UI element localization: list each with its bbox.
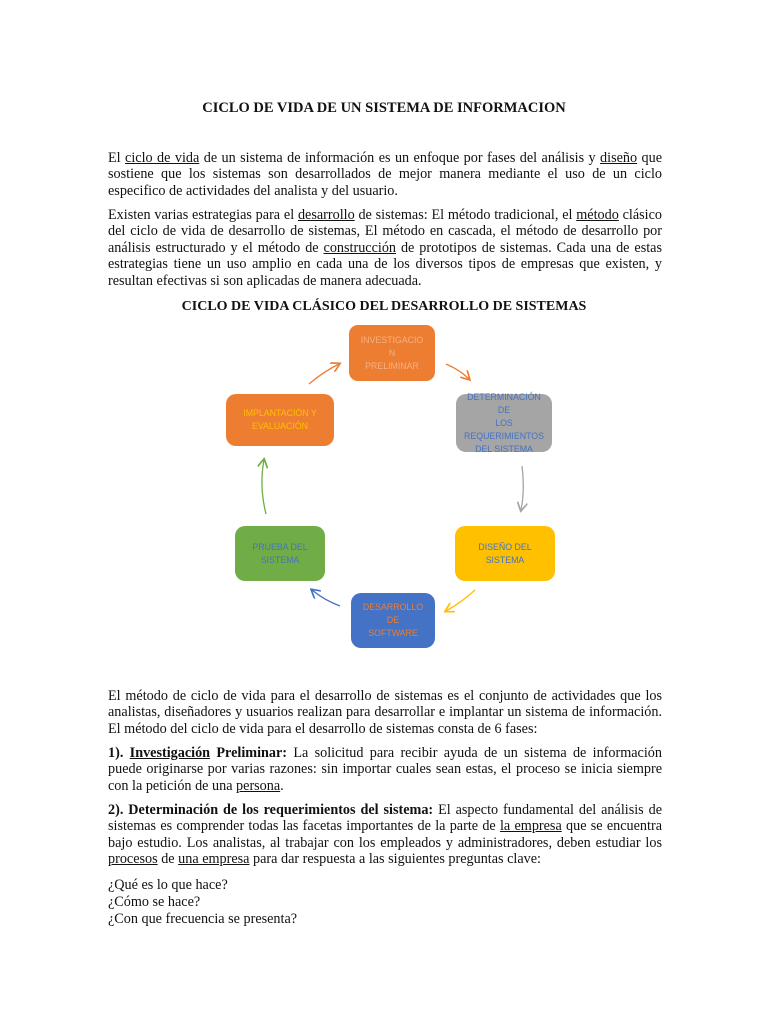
text-run: que sostiene que los sistemas son desarrollados de mejor manera mediante el uso de un ciclo especifico de actividades del analista y del usuario. xyxy=(108,150,663,199)
text-run: que se encuentra bajo estudio. Los analistas, al trabajar con los empleados y administradores, deben estudiar los xyxy=(108,818,662,851)
text-run: para dar respuesta a las siguientes preguntas clave: xyxy=(249,851,541,868)
node-implantacion-evaluacion xyxy=(226,394,334,446)
text-run: de prototipos de sistemas. Cada una de estas estrategias tiene un uso amplio en cada una de los diversos tipos de empresas que existen, y resultan efectivas si son aplicadas de manera adecuada. xyxy=(108,239,662,289)
node-desarrollo-software xyxy=(351,593,435,648)
node-label-line: DISEÑO DEL xyxy=(478,541,532,552)
document-title: CICLO DE VIDA DE UN SISTEMA DE INFORMACION xyxy=(202,100,566,116)
diagram-title: CICLO DE VIDA CLÁSICO DEL DESARROLLO DE SISTEMAS xyxy=(181,299,587,314)
arrow-desarrollo-to-prueba xyxy=(312,590,340,606)
paragraph-phase-2 xyxy=(108,802,662,868)
node-determinacion-requerimientos xyxy=(456,391,552,454)
node-label-line: EVALUACIÓN xyxy=(251,421,309,431)
node-prueba-sistema xyxy=(235,526,325,581)
text-run: Existen varias estrategias para el xyxy=(108,207,298,223)
link-diseno[interactable]: diseño xyxy=(600,150,638,166)
phase-heading: 2). Determinación de los requerimientos del sistema: xyxy=(108,802,434,818)
node-label-line: LOS xyxy=(495,417,513,428)
text-run: de sistemas: El método tradicional, el xyxy=(354,207,577,223)
node-label-line: N xyxy=(388,347,396,358)
text-run: clásico del ciclo de vida de desarrollo de sistemas, El método en cascada, el método de desarrollo por análisis estructurado y el método de xyxy=(108,207,662,256)
question-1: ¿Qué es lo que hace? xyxy=(108,877,228,893)
text-run: de un sistema de información es un enfoque por fases del análisis y xyxy=(199,150,601,166)
node-investigacion-preliminar xyxy=(349,325,435,381)
link-ciclo-de-vida[interactable]: ciclo de vida xyxy=(125,150,200,166)
phase-heading: Preliminar: xyxy=(210,745,288,761)
node-label-line: SOFTWARE xyxy=(368,628,418,638)
text-run: de xyxy=(157,851,179,868)
node-label-line: DESARROLLO xyxy=(362,602,424,612)
link-la-empresa[interactable]: la empresa xyxy=(499,818,562,835)
link-una-empresa[interactable]: una empresa xyxy=(178,851,250,868)
paragraph-intro xyxy=(108,150,662,199)
link-persona[interactable]: persona xyxy=(236,777,281,794)
question-2: ¿Cómo se hace? xyxy=(108,894,201,910)
link-construccion[interactable]: construcción xyxy=(323,239,397,256)
text-run: El xyxy=(108,150,126,166)
node-label-line: DETERMINACIÓN DE xyxy=(467,391,541,415)
text-run: . xyxy=(280,777,284,794)
text-run: La solicitud para recibir ayuda de un sistema de información puede originarse por varias razones: sin importar cuales sean estas, el proceso se inicia siempre con la petición de una xyxy=(108,745,662,794)
link-investigacion[interactable]: Investigación xyxy=(129,745,211,761)
node-label-line: IMPLANTACIÓN Y xyxy=(243,408,317,418)
node-label-line: REQUERIMIENTOS xyxy=(464,430,544,441)
node-label-line: DEL SISTEMA xyxy=(475,443,533,454)
link-desarrollo[interactable]: desarrollo xyxy=(297,207,355,223)
node-label-line: SISTEMA xyxy=(260,554,300,565)
node-diseno-sistema xyxy=(455,526,555,581)
node-label-line: DE xyxy=(386,615,400,625)
arrow-determinacion-to-diseno xyxy=(521,466,523,510)
text-run: El aspecto fundamental del análisis de sistemas es comprender todas las facetas importantes de la parte de xyxy=(108,802,662,835)
question-3: ¿Con que frecuencia se presenta? xyxy=(108,911,298,927)
arrow-implantacion-to-investigacion xyxy=(309,364,339,384)
arrow-diseno-to-desarrollo xyxy=(446,590,475,611)
node-label-line: PRUEBA DEL xyxy=(252,541,308,552)
paragraph-strategies xyxy=(108,207,662,289)
link-procesos[interactable]: procesos xyxy=(108,851,158,868)
paragraph-phase-1 xyxy=(108,745,662,794)
paragraph-method: El método de ciclo de vida para el desarrollo de sistemas es el conjunto de actividades que los analistas, diseñadores y usuarios realizan para desarrollar e implantar un sistema de información. El método del ciclo de vida para el desarrollo de sistemas consta de 6 fases: xyxy=(108,688,662,737)
arrow-prueba-to-implantacion xyxy=(262,460,266,514)
node-label-line: PRELIMINAR xyxy=(365,360,419,371)
link-metodo[interactable]: método xyxy=(576,207,619,223)
node-label-line: INVESTIGACIO xyxy=(360,334,424,345)
phase-number: 1). xyxy=(108,745,130,761)
lifecycle-diagram xyxy=(0,318,768,658)
node-label-line: SISTEMA xyxy=(485,554,525,565)
arrow-investigacion-to-determinacion xyxy=(446,364,469,379)
